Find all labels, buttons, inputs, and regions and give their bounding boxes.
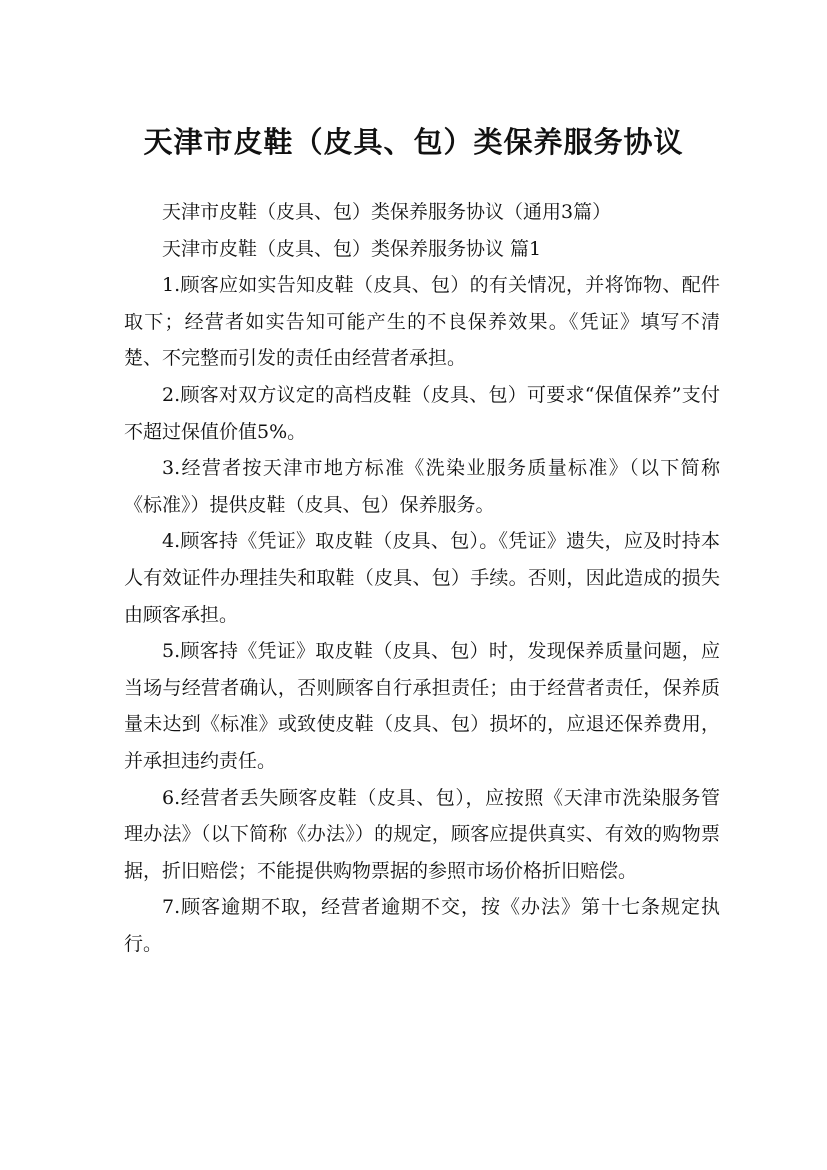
paragraph-clause-2: 2.顾客对双方议定的高档皮鞋（皮具、包）可要求“保值保养”支付不超过保值价值5%。 [124, 383, 720, 443]
paragraph-clause-7: 7.顾客逾期不取，经营者逾期不交，按《办法》第十七条规定执行。 [124, 896, 720, 955]
paragraph-clause-4: 4.顾客持《凭证》取皮鞋（皮具、包）。《凭证》遗失，应及时持本人有效证件办理挂失和取鞋（皮具、包）手续。否则，因此造成的损失由顾客承担。 [124, 530, 720, 626]
document-body [124, 194, 720, 962]
paragraph-heading: 天津市皮鞋（皮具、包）类保养服务协议（通用3篇） [162, 201, 612, 223]
paragraph-clause-5: 5.顾客持《凭证》取皮鞋（皮具、包）时，发现保养质量问题，应当场与经营者确认，否则顾客自行承担责任；由于经营者责任，保养质量未达到《标准》或致使皮鞋（皮具、包）损坏的，应退还保养费用，并承担违约责任。 [124, 640, 720, 772]
document-title: 天津市皮鞋（皮具、包）类保养服务协议 [143, 125, 684, 160]
paragraph-clause-6: 6.经营者丢失顾客皮鞋（皮具、包），应按照《天津市洗染服务管理办法》（以下简称《办法》）的规定，顾客应提供真实、有效的购物票据，折旧赔偿；不能提供购物票据的参照市场价格折旧赔偿。 [124, 786, 720, 882]
paragraph-clause-3: 3.经营者按天津市地方标准《洗染业服务质量标准》（以下简称《标准》）提供皮鞋（皮具、包）保养服务。 [124, 457, 720, 516]
paragraph-clause-1: 1.顾客应如实告知皮鞋（皮具、包）的有关情况，并将饰物、配件取下；经营者如实告知可能产生的不良保养效果。《凭证》填写不清楚、不完整而引发的责任由经营者承担。 [124, 274, 720, 370]
paragraph-subheading: 天津市皮鞋（皮具、包）类保养服务协议 篇1 [162, 237, 542, 260]
